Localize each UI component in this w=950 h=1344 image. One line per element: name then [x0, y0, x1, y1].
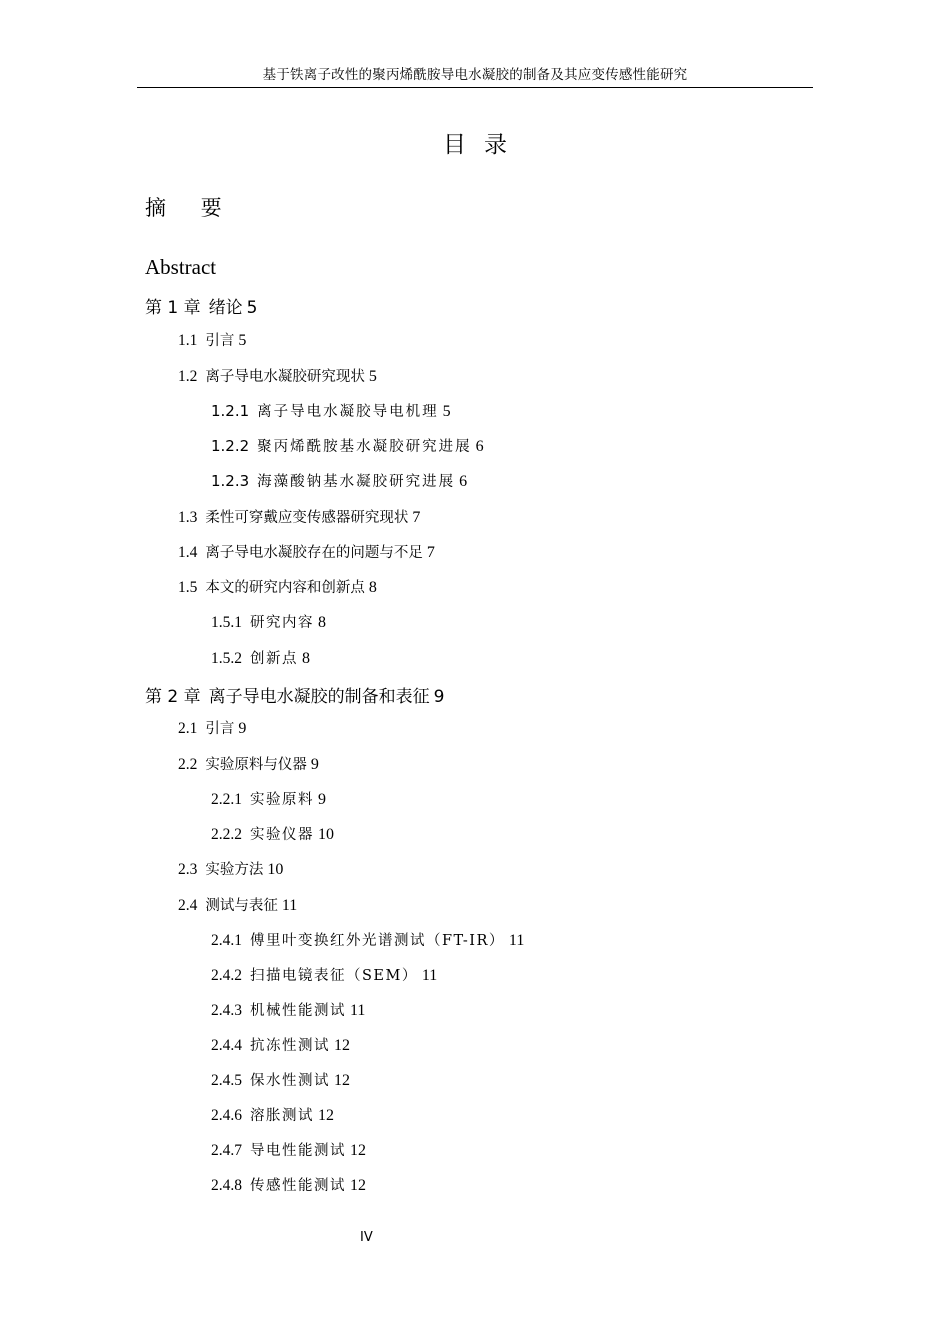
toc-entry-label: 抗冻性测试: [250, 1038, 330, 1054]
toc-entry-label: 柔性可穿戴应变传感器研究现状: [205, 510, 409, 526]
toc-entry-label: 聚丙烯酰胺基水凝胶研究进展: [257, 439, 472, 455]
header-rule: [137, 87, 813, 88]
toc-entry-number: 1.5.1: [211, 614, 242, 631]
toc-entry-page: 10: [318, 826, 334, 843]
toc-entry-page: 6: [459, 473, 468, 490]
toc-entry-number: 1.5.2: [211, 650, 242, 667]
toc-entry-label: 实验仪器: [250, 827, 314, 843]
toc-entry-page: 12: [350, 1142, 366, 1159]
toc-entry-number: 第 1 章: [145, 298, 201, 318]
toc-entry-page: 9: [318, 791, 326, 808]
toc-entry-page: 11: [350, 1002, 366, 1019]
toc-entry-page: 12: [350, 1177, 366, 1194]
toc-entry-page: 12: [334, 1037, 350, 1054]
toc-entry-number: 2.4.7: [211, 1142, 242, 1159]
toc-entry-page: 5: [238, 332, 247, 349]
toc-entry-page: 5: [246, 298, 258, 318]
toc-entry-page: 12: [334, 1072, 350, 1089]
toc-entry-label: 绪论: [208, 298, 243, 318]
toc-entry-number: 1.2: [178, 368, 198, 385]
toc-entry-number: 1.2.1: [211, 402, 250, 420]
toc-entry-number: 2.2.1: [211, 791, 242, 808]
toc-entry-page: 5: [368, 368, 377, 385]
page-number: IV: [360, 1230, 373, 1245]
toc-entry-label: 测试与表征: [205, 898, 278, 914]
toc-entry-number: 2.1: [178, 720, 198, 737]
toc-entry-label: 扫描电镜表征（SEM）: [250, 968, 418, 984]
toc-entry-page: 10: [267, 861, 284, 878]
toc-entry-label: 离子导电水凝胶导电机理: [257, 404, 439, 420]
toc-entry-page: 9: [310, 756, 319, 773]
toc-entry-number: 1.2.2: [211, 437, 250, 455]
toc-entry-number: 2.3: [178, 861, 198, 878]
toc-entry-label: 引言: [205, 333, 235, 349]
toc-entry-page: 11: [281, 897, 298, 914]
toc-title: 目录: [443, 132, 525, 158]
toc-entry-number: 2.2.2: [211, 826, 242, 843]
toc-abstract-en[interactable]: [145, 255, 216, 280]
running-header: 基于铁离子改性的聚丙烯酰胺导电水凝胶的制备及其应变传感性能研究: [262, 67, 688, 83]
toc-entry-page: 11: [421, 967, 438, 984]
toc-entry-page: 8: [368, 579, 377, 596]
toc-entry-label: 创新点: [250, 651, 298, 667]
toc-entry-label: 离子导电水凝胶研究现状: [205, 369, 365, 385]
toc-entry-number: 2.2: [178, 756, 198, 773]
toc-abstract-cn-label: 摘 要: [145, 196, 236, 220]
toc-abstract-en-label: Abstract: [145, 255, 217, 279]
toc-entry-label: 海藻酸钠基水凝胶研究进展: [257, 474, 456, 490]
toc-entry-label: 溶胀测试: [250, 1108, 314, 1124]
toc-entry-page: 12: [318, 1107, 334, 1124]
toc-entry-page: 8: [302, 650, 310, 667]
toc-entry-label: 导电性能测试: [250, 1143, 346, 1159]
toc-entry-number: 1.4: [178, 544, 198, 561]
toc-entry-label: 离子导电水凝胶存在的问题与不足: [205, 545, 423, 561]
toc-entry-label: 傅里叶变换红外光谱测试（FT-IR）: [250, 933, 505, 949]
toc-entry-page: 7: [412, 509, 421, 526]
toc-entry-number: 2.4.6: [211, 1107, 242, 1124]
toc-entry-page: 6: [475, 438, 484, 455]
toc-entry-number: 第 2 章: [145, 687, 201, 707]
toc-entry-page: 9: [433, 687, 445, 707]
toc-entry-number: 1.5: [178, 579, 198, 596]
toc-entry-label: 引言: [205, 721, 235, 737]
toc-entry-label: 本文的研究内容和创新点: [205, 580, 365, 596]
toc-entry-number: 2.4.8: [211, 1177, 242, 1194]
toc-entry-number: 2.4.1: [211, 932, 242, 949]
toc-entry-number: 1.1: [178, 332, 198, 349]
toc-entry-label: 实验原料与仪器: [205, 757, 307, 773]
toc-entry-number: 2.4.3: [211, 1002, 242, 1019]
toc-entry-number: 2.4: [178, 897, 198, 914]
toc-entry-label: 传感性能测试: [250, 1178, 346, 1194]
toc-entry-number: 2.4.4: [211, 1037, 242, 1054]
toc-entry-page: 7: [426, 544, 435, 561]
toc-entry-label: 机械性能测试: [250, 1003, 346, 1019]
toc-entry-label: 保水性测试: [250, 1073, 330, 1089]
toc-entry-label: 实验原料: [250, 792, 314, 808]
toc-entry-label: 离子导电水凝胶的制备和表征: [208, 687, 430, 707]
toc-entry-number: 2.4.2: [211, 967, 242, 984]
toc-entry-number: 1.3: [178, 509, 198, 526]
toc-entry-number: 2.4.5: [211, 1072, 242, 1089]
toc-entry-page: 11: [508, 932, 525, 949]
toc-entry-label: 研究内容: [250, 615, 314, 631]
toc-entry-page: 8: [318, 614, 326, 631]
toc-entry-number: 1.2.3: [211, 472, 250, 490]
toc-entry-page: 9: [238, 720, 247, 737]
toc-entry-page: 5: [442, 403, 451, 420]
toc-entry-label: 实验方法: [205, 862, 264, 878]
toc-abstract-cn[interactable]: [145, 192, 236, 222]
